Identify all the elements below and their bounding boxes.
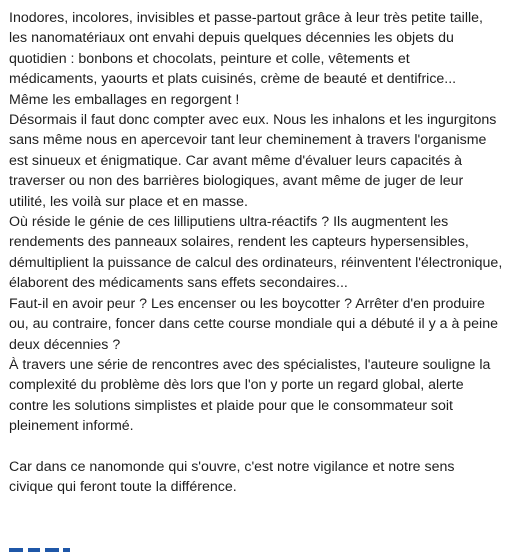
text-line: est sinueux et énigmatique. Car avant même d'évaluer leurs capacités à [9, 152, 463, 169]
text-line: complexité du problème dès lors que l'on y porte un regard global, alerte [9, 377, 464, 394]
paragraph-conclusion [9, 457, 525, 498]
text-line: Car dans ce nanomonde qui s'ouvre, c'est notre vigilance et notre sens [9, 458, 455, 475]
text-line: élaborent des médicaments sans effets secondaires... [9, 275, 348, 292]
paragraph-genius [9, 212, 525, 294]
paragraph-ingestion [9, 110, 525, 212]
link-glyph-fragment [45, 548, 59, 552]
text-line: rendements des panneaux solaires, rendent les capteurs hypersensibles, [9, 234, 469, 251]
text-line: contre les solutions simplistes et plaide pour que le consommateur soit [9, 397, 453, 414]
text-line: quotidien : bonbons et chocolats, peinture et colle, vêtements et [9, 50, 410, 67]
text-line: les nanomatériaux ont envahi depuis quelques décennies les objets du [9, 30, 454, 47]
text-line: À travers une série de rencontres avec des spécialistes, l'auteure souligne la [9, 356, 491, 373]
paragraph-questions [9, 294, 525, 355]
paragraph-spacer [9, 437, 525, 457]
text-line: Désormais il faut donc compter avec eux. Nous les inhalons et les ingurgitons [9, 112, 497, 129]
link-glyph-fragment [63, 548, 70, 552]
text-line: deux décennies ? [9, 336, 121, 353]
text-line: pleinement informé. [9, 418, 134, 435]
text-line: sans même nous en apercevoir tant leur cheminement à travers l'organisme [9, 132, 487, 149]
paragraph-intro [9, 8, 525, 110]
text-line: médicaments, yaourts et plats cuisinés, crème de beauté et dentifrice... [9, 71, 457, 88]
text-line: Où réside le génie de ces lilliputiens ultra-réactifs ? Ils augmentent les [9, 214, 449, 231]
text-line: Inodores, incolores, invisibles et passe-partout grâce à leur très petite taille, [9, 10, 483, 26]
text-line: ou, au contraire, foncer dans cette course mondiale qui a débuté il y a à peine [9, 316, 498, 333]
text-line: civique qui feront toute la différence. [9, 479, 237, 496]
description-text [9, 8, 525, 498]
text-line: démultiplient la puissance de calcul des ordinateurs, réinventent l'électronique, [9, 254, 503, 271]
paragraph-author [9, 355, 525, 437]
truncated-link[interactable] [9, 546, 71, 552]
text-line: traverser ou non des barrières biologiques, avant même de juger de leur [9, 173, 464, 190]
text-line: utilité, les voilà sur place et en masse. [9, 193, 248, 210]
link-glyph-fragment [28, 548, 40, 552]
text-line: Faut-il en avoir peur ? Les encenser ou les boycotter ? Arrêter d'en produire [9, 295, 485, 312]
text-line: Même les emballages en regorgent ! [9, 91, 240, 108]
link-glyph-fragment [9, 548, 23, 552]
